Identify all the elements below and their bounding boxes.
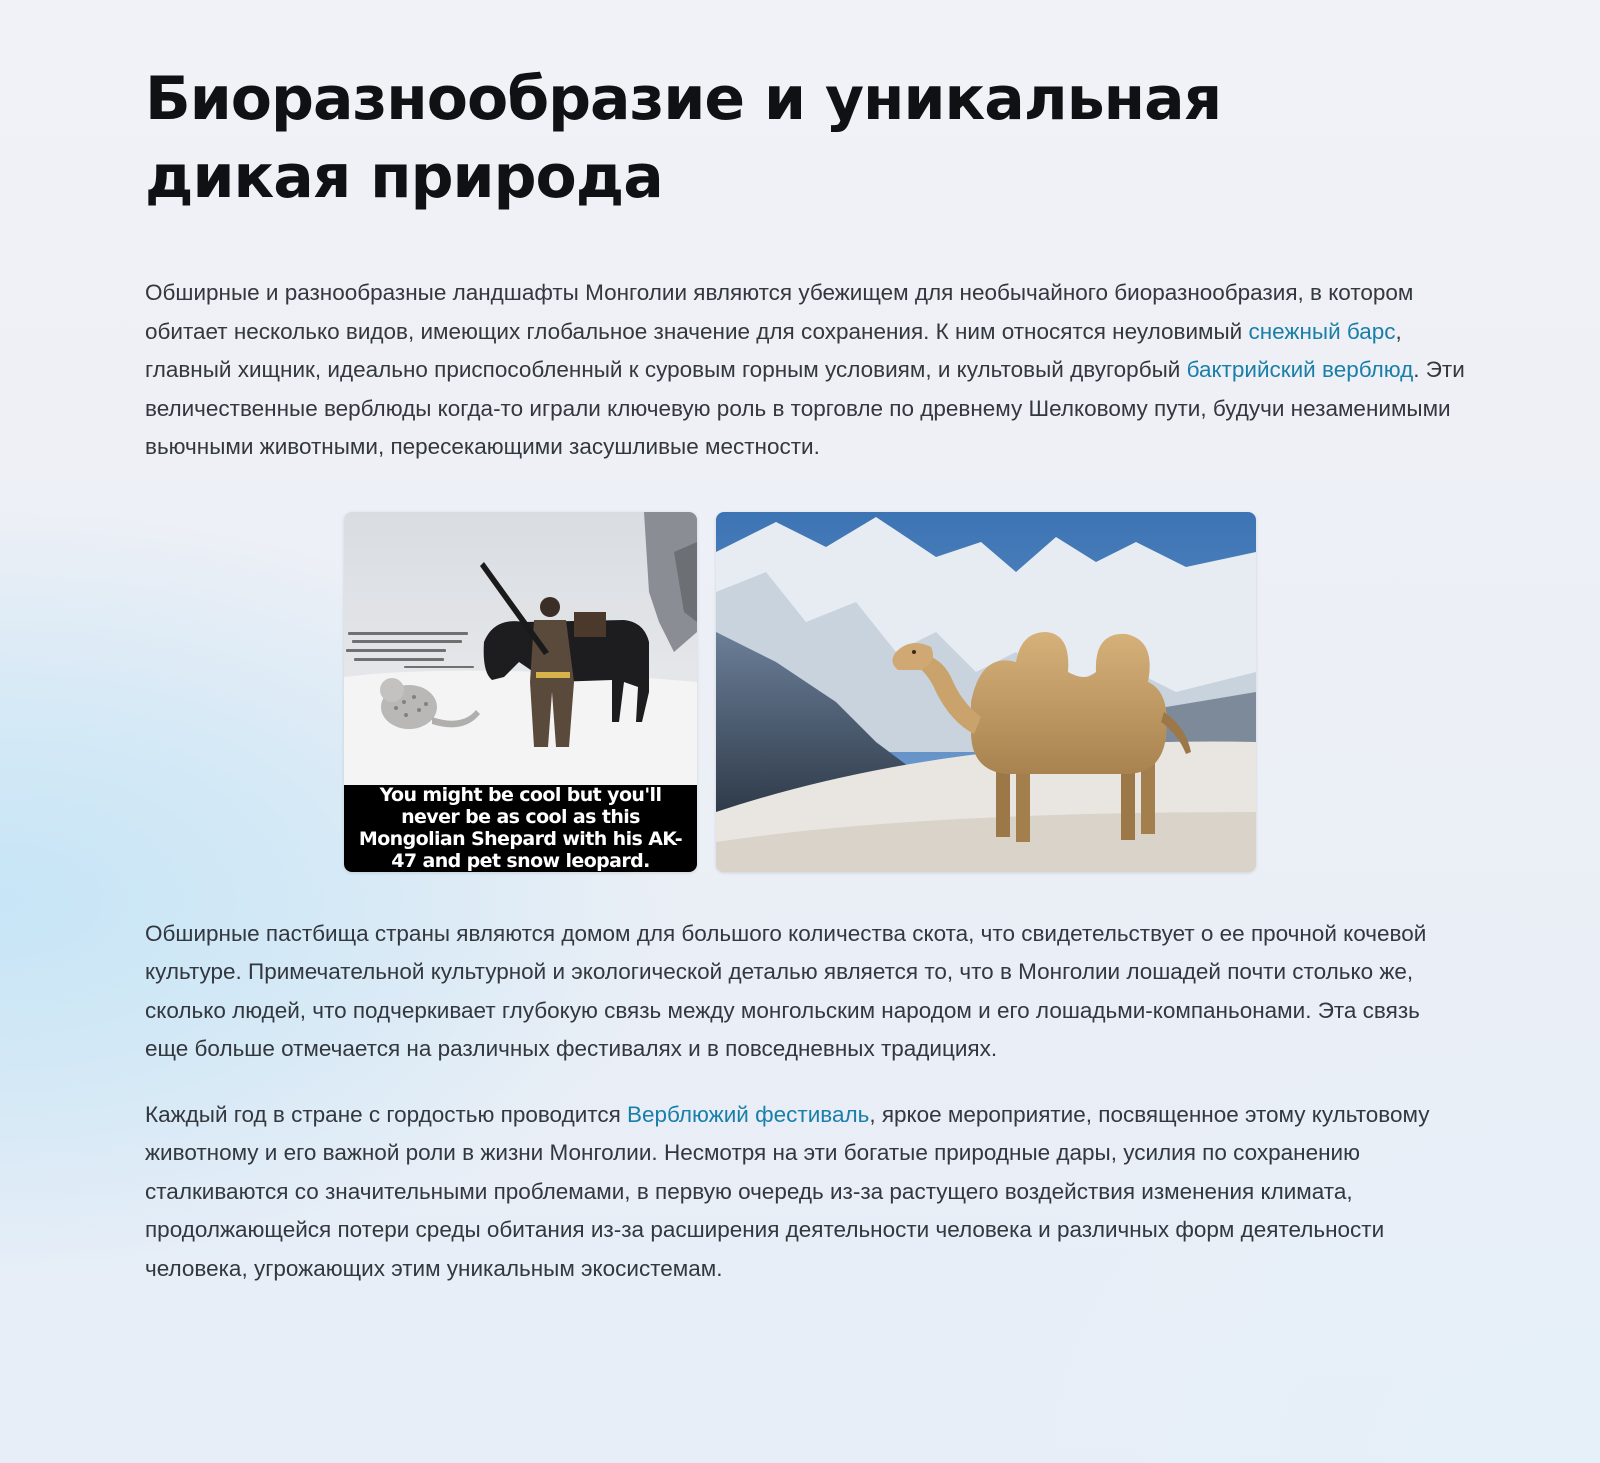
paragraph-pastures: Обширные пастбища страны являются домом для большого количества скота, что свидетельствует о ее прочной кочевой культуре. Примечательной культурной и экологической деталью является то, что в Монголии лошадей почти столько же, сколько людей, что подчеркивает глубокую связь между монгольским народом и его лошадьми-компаньонами. Эта связь еще больше отмечается на различных фестивалях и в повседневных традициях. [145,920,1427,1061]
paragraph-text: , главный хищник, идеально приспособленный к суровым горным условиям, и культовый двугорбый [145,318,1402,382]
bactrian-camel-image [716,512,1256,872]
image-gallery [145,512,1465,872]
paragraph-festival [145,1096,1465,1289]
paragraph-text: . Эти величественные верблюды когда-то играли ключевую роль в торговле по древнему Шелковому пути, будучи незаменимыми вьючными животными, пересекающими засушливые местности. [145,357,1465,459]
snow-leopard-link[interactable]: снежный барс [1248,318,1396,344]
paragraph-intro [145,274,1465,467]
paragraph-text: Обширные и разнообразные ландшафты Монголии являются убежищем для необычайного биоразнообразия, в котором обитает несколько видов, имеющих глобальное значение для сохранения. К ним относятся неуловимый [145,280,1414,344]
camel-photo [716,512,1256,872]
meme-caption: You might be cool but you'll never be as cool as this Mongolian Shepard with his AK-47 and pet snow leopard. [344,785,697,872]
article [145,60,1465,1288]
camel-festival-link[interactable]: Верблюжий фестиваль [627,1101,870,1127]
shepherd-snow-leopard-image [344,512,697,872]
paragraph-text: Каждый год в стране с гордостью проводится [145,1101,628,1127]
page-title: Биоразнообразие и уникальная дикая природа [145,64,1222,212]
paragraph-text: , яркое мероприятие, посвященное этому культовому животному и его важной роли в жизни Монголии. Несмотря на эти богатые природные дары, усилия по сохранению сталкиваются со значительными проблемами, в первую очередь из-за растущего воздействия изменения климата, продолжающейся потери среды обитания из-за расширения деятельности человека и различных форм деятельности человека, угрожающих этим уникальным экосистемам. [145,1101,1430,1281]
bactrian-camel-link[interactable]: бактрийский верблюд [1186,357,1414,382]
